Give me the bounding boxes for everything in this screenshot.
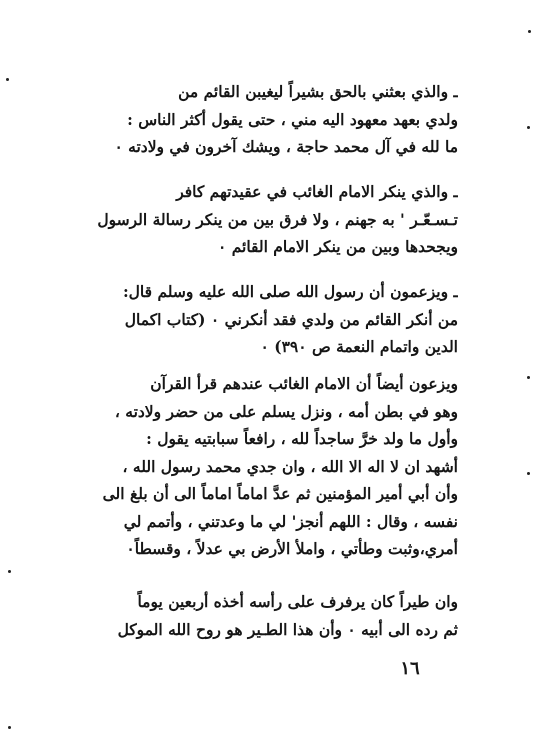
page-number: ١٦ (400, 658, 420, 679)
scan-mark (527, 126, 530, 129)
scan-mark (6, 78, 9, 81)
scan-mark (8, 570, 11, 573)
text-line: وهو في بطن أمه ، ونزل يسلم على من حضر ولادته ، (114, 401, 458, 421)
text-line: من أنكر القائم من ولدي فقد أنكرني ٠ (كتاب اكمال (124, 309, 458, 329)
text-line: تـسـعّـر ' به جهنم ، ولا فرق بين من ينكر رسالة الرسول (97, 209, 458, 229)
text-line: ـ ويزعمون أن رسول الله صلى الله عليه وسلم قال: (122, 282, 458, 301)
text-line: ـ والذي ينكر الامام الغائب في عقيدتهم كافر (176, 182, 458, 201)
text-line: نفسه ، وقال : اللهم أنجز' لي ما وعدتني ، وأتمم لي (123, 511, 458, 531)
paragraph-2 (60, 178, 458, 261)
text-line: ولدي بعهد معهود اليه مني ، حتى يقول أكثر الناس : (127, 109, 458, 129)
text-line: ويجحدها وبين من ينكر الامام القائم ٠ (217, 237, 458, 256)
scan-mark (527, 376, 530, 379)
text-line: أشهد ان لا اله الا الله ، وان جدي محمد رسول الله ، (122, 456, 458, 476)
scan-mark (528, 30, 531, 33)
text-line: أمري،وثبت وطأتي ، واملأ الأرض بي عدلاً ، وقسطاً٠ (126, 539, 458, 558)
scan-mark (8, 726, 11, 729)
text-line: الدين واتمام النعمة ص ٣٩٠) ٠ (260, 337, 458, 356)
paragraph-3 (60, 278, 458, 361)
text-line: وان طيراً كان يرفرف على رأسه أخذه أربعين يوماً (137, 592, 458, 611)
paragraph-1 (60, 78, 458, 161)
text-line: ـ والذي بعثني بالحق بشيراً ليغيبن القائم من (178, 82, 458, 101)
paragraph-4 (60, 370, 458, 563)
text-line: وأول ما ولد خرَّ ساجداً لله ، رافعاً سبابتيه يقول : (146, 429, 458, 448)
scan-mark (527, 472, 530, 475)
paragraph-5 (60, 588, 458, 643)
text-line: ما لله في آل محمد حاجة ، ويشك آخرون في ولادته ٠ (114, 137, 458, 156)
text-line: ويزعون أيضاً أن الامام الغائب عندهم قرأ القرآن (150, 374, 458, 393)
text-line: ثم رده الى أبيه ٠ وأن هذا الطـير هو روح الله الموكل (117, 619, 458, 639)
text-line: وأن أبي أمير المؤمنين ثم عدَّ اماماً اماماً الى أن بلغ الى (102, 484, 458, 503)
